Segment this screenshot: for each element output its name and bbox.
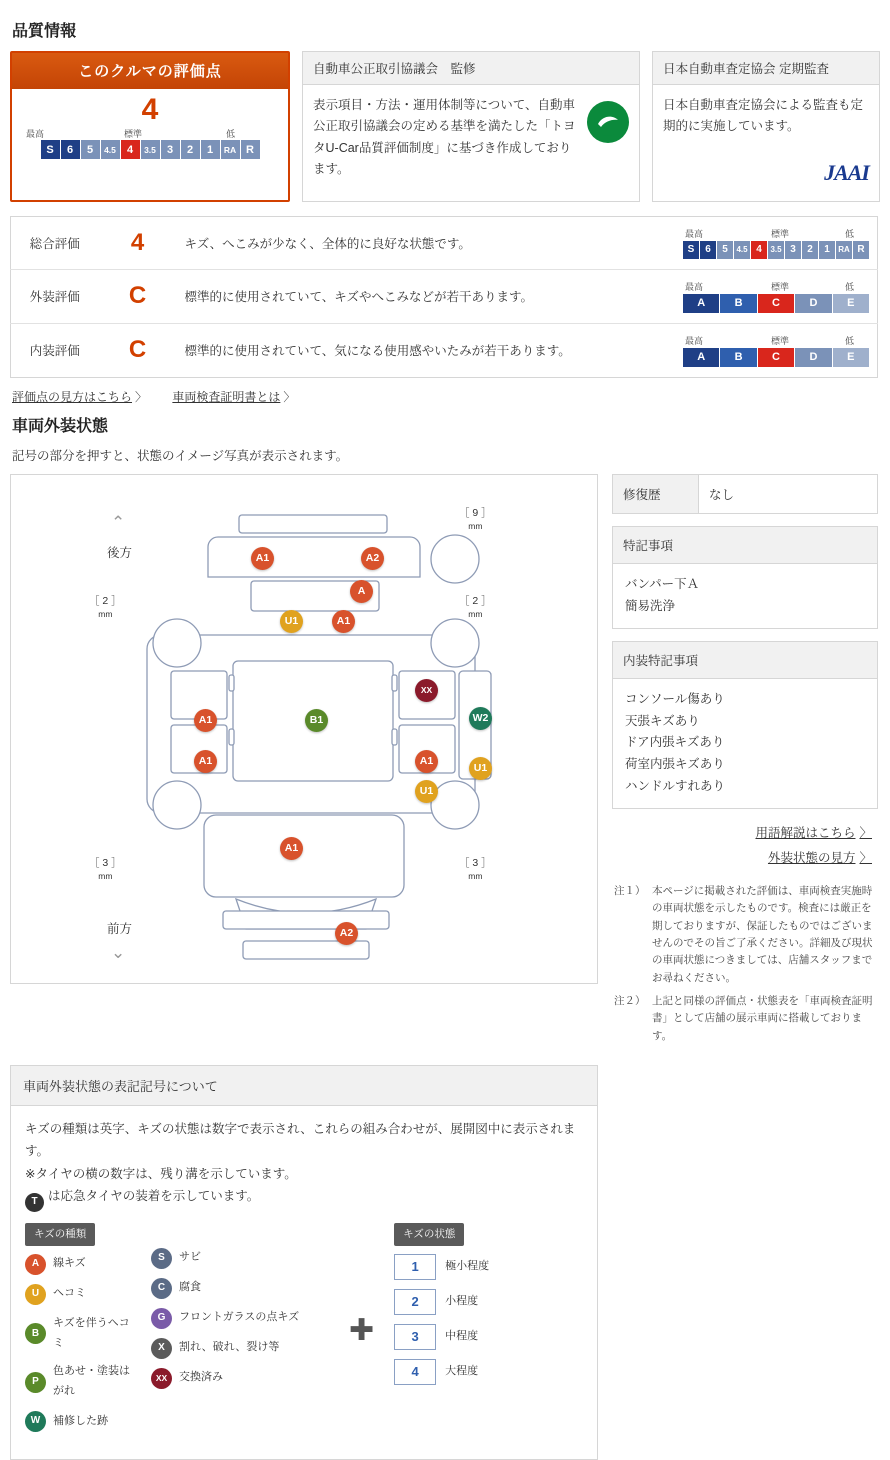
- scale-cell: 4.5: [734, 241, 750, 259]
- chevron-down-icon: ⌄: [111, 942, 126, 962]
- legend-line-1: キズの種類は英字、キズの状態は数字で表示され、これらの組み合わせが、展開図中に表示されます。: [25, 1121, 576, 1159]
- link-score-guide-label: 評価点の見方はこちら: [12, 389, 133, 404]
- legend-head: 車両外装状態の表記記号について: [11, 1066, 597, 1106]
- legend-label: キズを伴うヘコミ: [53, 1316, 130, 1349]
- damage-state-chip: 1: [394, 1254, 436, 1280]
- vehicle-diagram[interactable]: [10, 474, 598, 984]
- damage-type-icon: S: [151, 1248, 172, 1269]
- legend-tire-note: [25, 1185, 583, 1212]
- list-item: [394, 1359, 544, 1385]
- grade-cell: E: [833, 294, 869, 313]
- footnote-key: 注１）: [614, 885, 646, 898]
- legend-box: [10, 1065, 598, 1460]
- tire-depth-unit: mm: [98, 871, 113, 882]
- damage-state-chip: 3: [394, 1324, 436, 1350]
- scale-cell: S: [41, 140, 60, 159]
- damage-mark[interactable]: U1: [469, 757, 492, 780]
- damage-mark[interactable]: A: [350, 580, 373, 603]
- fair-trade-card-head: 自動車公正取引協議会 監修: [303, 52, 639, 85]
- tire-depth-unit: mm: [468, 609, 483, 620]
- fair-trade-card-body: 表示項目・方法・運用体制等について、自動車公正取引協議会の定める基準を満たした「トヨタU-Car品質評価制度」に基づき作成しております。: [313, 98, 576, 176]
- legend-label: 色あせ・塗装はがれ: [53, 1365, 130, 1398]
- damage-state-chip: 2: [394, 1289, 436, 1315]
- scale-cell: 6: [61, 140, 80, 159]
- list-item: 天張キズあり: [625, 713, 700, 728]
- damage-mark[interactable]: U1: [280, 610, 303, 633]
- link-exterior-guide[interactable]: [768, 851, 872, 865]
- row-desc: キズ、へこみが少なく、全体的に良好な状態です。: [184, 236, 471, 251]
- row-scale: [675, 216, 878, 269]
- legend-label: 腐食: [179, 1281, 201, 1294]
- scale-label-low: 低: [845, 281, 855, 292]
- damage-type-icon: W: [25, 1411, 46, 1432]
- score-scale-row: [12, 140, 288, 169]
- damage-type-icon: X: [151, 1338, 172, 1359]
- special-notes-head: 特記事項: [613, 527, 877, 564]
- grade-cell-active: C: [758, 348, 794, 367]
- legend-label: 極小程度: [445, 1259, 490, 1272]
- legend-label: 割れ、破れ、裂け等: [179, 1341, 280, 1354]
- grade-cell-active: C: [758, 294, 794, 313]
- table-row: [11, 269, 878, 323]
- table-row: [11, 216, 878, 269]
- exterior-section-title: 車両外装状態: [12, 417, 109, 435]
- list-item: [25, 1411, 137, 1432]
- list-item: ハンドルすれあり: [625, 779, 726, 794]
- grade-cell: E: [833, 348, 869, 367]
- scale-label-low: 低: [845, 335, 855, 346]
- vehicle-score-box: [10, 51, 290, 202]
- list-item: [151, 1368, 329, 1389]
- direction-front-label: 前方: [107, 921, 133, 936]
- tire-depth-unit: mm: [98, 609, 113, 620]
- damage-type-icon: P: [25, 1372, 46, 1393]
- score-value: 4: [141, 93, 159, 126]
- scale-cell: 2: [802, 241, 818, 259]
- tire-depth-unit: mm: [468, 521, 483, 532]
- legend-label: 中程度: [445, 1329, 479, 1342]
- damage-type-icon: XX: [151, 1368, 172, 1389]
- damage-type-icon: A: [25, 1254, 46, 1275]
- tire-depth-value: ［ 3 ］: [459, 856, 492, 869]
- table-row: [11, 323, 878, 377]
- scale-label-std: 標準: [771, 281, 790, 292]
- footnote-key: 注２）: [614, 994, 646, 1007]
- damage-mark[interactable]: A1: [251, 547, 274, 570]
- scale-label-max: 最高: [685, 335, 704, 346]
- list-item: [394, 1254, 544, 1280]
- fair-trade-green-icon: [587, 101, 629, 143]
- evaluation-table: [10, 216, 878, 378]
- scale-label-max: 最高: [685, 228, 704, 239]
- legend-line-2: ※タイヤの横の数字は、残り溝を示しています。: [25, 1166, 297, 1181]
- link-inspection-certificate[interactable]: [172, 390, 295, 404]
- scale-cell: 4.5: [101, 140, 120, 159]
- damage-type-icon: B: [25, 1323, 46, 1344]
- damage-mark[interactable]: A2: [361, 547, 384, 570]
- legend-label: 大程度: [445, 1364, 479, 1377]
- scale-cell: RA: [836, 241, 852, 259]
- damage-type-icon: C: [151, 1278, 172, 1299]
- list-item: [151, 1308, 329, 1329]
- damage-mark[interactable]: A1: [194, 750, 217, 773]
- legend-type-tag: キズの種類: [25, 1223, 95, 1246]
- interior-notes-head: 内装特記事項: [613, 642, 877, 679]
- fair-trade-card: [302, 51, 640, 202]
- tire-depth-left-upper: [89, 595, 122, 621]
- jaai-card: [652, 51, 880, 202]
- list-item: [151, 1248, 329, 1269]
- jaai-card-head: 日本自動車査定協会 定期監査: [653, 52, 879, 85]
- scale-label-std: 標準: [124, 129, 143, 139]
- score-scale-labels: [12, 127, 288, 139]
- grade-cell: B: [720, 294, 756, 313]
- tire-depth-rear-right: [459, 507, 492, 533]
- legend-label: フロントガラスの点キズ: [179, 1311, 300, 1324]
- list-item: [25, 1362, 137, 1402]
- scale-cell: 2: [181, 140, 200, 159]
- chevron-right-icon: 〉: [283, 389, 296, 404]
- scale-cell: R: [241, 140, 260, 159]
- legend-tire-note-text: は応急タイヤの装着を示しています。: [48, 1189, 260, 1204]
- legend-label: ヘコミ: [53, 1287, 86, 1300]
- damage-mark[interactable]: B1: [305, 709, 328, 732]
- chevron-right-icon: 〉: [859, 826, 872, 841]
- special-notes-block: [612, 526, 878, 629]
- link-score-guide[interactable]: [12, 390, 147, 404]
- link-inspection-certificate-label: 車両検査証明書とは: [172, 389, 281, 404]
- page-title: 品質情報: [12, 23, 77, 40]
- chevron-right-icon: 〉: [135, 389, 148, 404]
- chevron-right-icon: 〉: [859, 851, 872, 866]
- damage-type-icon: U: [25, 1284, 46, 1305]
- damage-type-icon: G: [151, 1308, 172, 1329]
- tire-depth-unit: mm: [468, 871, 483, 882]
- exterior-section-note: 記号の部分を押すと、状態のイメージ写真が表示されます。: [12, 448, 349, 463]
- damage-mark[interactable]: XX: [415, 679, 438, 702]
- row-grade: C: [128, 282, 147, 310]
- scale-label-low: 低: [226, 129, 236, 139]
- direction-rear-label: 後方: [107, 545, 133, 560]
- exterior-side-panel: [612, 474, 878, 1051]
- grade-cell: B: [720, 348, 756, 367]
- quality-top-row: [10, 51, 880, 202]
- list-item: [151, 1338, 329, 1359]
- temporary-tire-icon: T: [25, 1193, 44, 1212]
- scale-cell: 3: [785, 241, 801, 259]
- scale-cell: 5: [81, 140, 100, 159]
- link-glossary-label: 用語解説はこちら: [755, 826, 856, 841]
- tire-depth-value: ［ 2 ］: [89, 594, 122, 607]
- chevron-up-icon: ⌃: [111, 512, 126, 532]
- legend-label: 交換済み: [179, 1371, 223, 1384]
- damage-mark[interactable]: W2: [469, 707, 492, 730]
- tire-depth-right-lower: [459, 857, 492, 883]
- row-label: 総合評価: [29, 236, 80, 251]
- interior-notes-block: [612, 641, 878, 809]
- scale-cell-active: 4: [751, 241, 767, 259]
- damage-mark[interactable]: A1: [194, 709, 217, 732]
- scale-cell: 6: [700, 241, 716, 259]
- footnotes: [614, 883, 878, 1045]
- scale-label-std: 標準: [771, 228, 790, 239]
- list-item: コンソール傷あり: [625, 691, 725, 706]
- footnote-text: 上記と同様の評価点・状態表を「車両検査証明書」として店舗の展示車両に搭載しております。: [652, 994, 873, 1042]
- grade-cell: D: [795, 348, 831, 367]
- list-item: [25, 1314, 137, 1354]
- scale-cell: S: [683, 241, 699, 259]
- damage-mark[interactable]: A1: [332, 610, 355, 633]
- list-item: [25, 1254, 137, 1275]
- legend-label: 線キズ: [53, 1257, 86, 1270]
- row-scale: [675, 323, 878, 377]
- tire-depth-right-upper: [459, 595, 492, 621]
- row-desc: 標準的に使用されていて、キズやへこみなどが若干あります。: [184, 290, 534, 305]
- scale-cell: 5: [717, 241, 733, 259]
- tire-depth-left-lower: [89, 857, 122, 883]
- score-box-header: このクルマの評価点: [12, 53, 288, 89]
- scale-label-std: 標準: [771, 335, 790, 346]
- row-grade: C: [128, 336, 147, 364]
- scale-cell: 3.5: [768, 241, 784, 259]
- legend-state-tag: キズの状態: [394, 1223, 464, 1246]
- grade-cell: D: [795, 294, 831, 313]
- list-item: 簡易洗浄: [625, 598, 676, 613]
- damage-mark[interactable]: A1: [280, 837, 303, 860]
- plus-icon: ✚: [349, 1314, 375, 1348]
- footnote-text: 本ページに掲載された評価は、車両検査実施時の車両状態を示したものです。検査には厳正を期しておりますが、保証したものではございませんのでその旨ご了承ください。詳細及び現状の車両状態につきましては、店舗スタッフまでお尋ねください。: [652, 885, 873, 984]
- tire-depth-value: ［ 3 ］: [89, 856, 122, 869]
- tire-depth-value: ［ 2 ］: [459, 594, 492, 607]
- row-scale: [675, 269, 878, 323]
- grade-cell: A: [683, 294, 719, 313]
- damage-mark[interactable]: U1: [415, 780, 438, 803]
- repair-history-block: [612, 474, 878, 514]
- row-desc: 標準的に使用されていて、気になる使用感やいたみが若干あります。: [184, 344, 571, 359]
- link-exterior-guide-label: 外装状態の見方: [767, 851, 856, 866]
- row-label: 外装評価: [29, 290, 80, 305]
- repair-history-label: 修復歴: [613, 475, 699, 513]
- legend-label: サビ: [179, 1251, 201, 1264]
- damage-state-chip: 4: [394, 1359, 436, 1385]
- damage-mark[interactable]: A1: [415, 750, 438, 773]
- jaai-card-body: 日本自動車査定協会による監査も定期的に実施しています。: [663, 98, 864, 134]
- quality-links: [12, 388, 880, 405]
- list-item: バンパー下Ａ: [625, 576, 700, 591]
- list-item: ドア内張キズあり: [625, 735, 725, 750]
- list-item: [25, 1284, 137, 1305]
- tire-depth-value: ［ 9 ］: [459, 506, 492, 519]
- scale-label-max: 最高: [685, 281, 704, 292]
- damage-mark[interactable]: A2: [335, 922, 358, 945]
- scale-cell: RA: [221, 140, 240, 159]
- row-grade: 4: [130, 228, 145, 256]
- row-label: 内装評価: [29, 344, 80, 359]
- grade-cell: A: [683, 348, 719, 367]
- scale-cell: 1: [819, 241, 835, 259]
- list-item: [394, 1324, 544, 1350]
- list-item: 荷室内張キズあり: [625, 757, 725, 772]
- legend-label: 小程度: [445, 1294, 479, 1307]
- list-item: [151, 1278, 329, 1299]
- link-glossary[interactable]: [755, 826, 872, 840]
- jaai-logo: JAAI: [824, 159, 869, 185]
- scale-cell: 1: [201, 140, 220, 159]
- scale-label-low: 低: [845, 228, 855, 239]
- scale-cell: R: [853, 241, 869, 259]
- scale-cell: 3.5: [141, 140, 160, 159]
- legend-label: 補修した跡: [53, 1414, 108, 1427]
- scale-cell: 3: [161, 140, 180, 159]
- scale-label-max: 最高: [26, 129, 45, 139]
- side-links: [612, 821, 872, 871]
- repair-history-value: なし: [709, 487, 735, 502]
- scale-cell-active: 4: [121, 140, 140, 159]
- list-item: [394, 1289, 544, 1315]
